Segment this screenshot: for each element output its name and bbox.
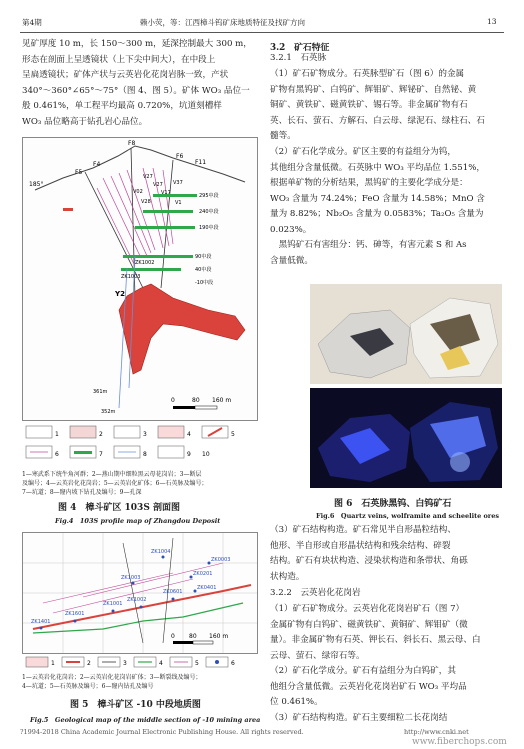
greisen-paragraph: [270, 602, 506, 726]
legend-number: 1: [55, 431, 59, 438]
legend-symbols: [22, 424, 256, 464]
figure-4-caption: 图 4 樟斗矿区 103S 剖面图: [58, 503, 180, 513]
legend-number: 3: [123, 660, 127, 667]
text-line: （1）矿石矿物成分。云英岩化花岗岩矿石（图 7）: [270, 604, 465, 614]
text-line: 铜矿、黄铁矿、磁黄铁矿、锡石等。非金属矿物有石: [270, 100, 468, 110]
text-line: 量为 8.82%；Nb₂O₅ 含量为 0.0583%；Ta₂O₅ 含量为: [270, 209, 484, 219]
header-rule: [20, 32, 504, 33]
map-label: ZK0201: [193, 571, 213, 577]
map-label: ZK1003: [121, 575, 141, 581]
plan-diagram: [23, 533, 257, 653]
map-label: 352m: [101, 409, 116, 415]
map-label: ZK1401: [31, 619, 51, 625]
text-line: 量）。非金属矿物有石英、钾长石、斜长石、黑云母、白: [270, 635, 481, 645]
text-line: 含量低微。: [270, 255, 313, 266]
map-label: ZK1003: [121, 274, 141, 280]
section-diagram: [23, 138, 257, 420]
map-label: ZK1002: [127, 597, 147, 603]
map-label: 190中段: [199, 225, 219, 231]
text-line: （3）矿石结构构造。矿石常见半自形晶粒结构、: [270, 525, 456, 535]
running-title: 赖小荧，等：江西樟斗钨矿床地质特征及找矿方向: [140, 18, 305, 27]
text-line: （1）矿石矿物成分。石英脉型矿石（图 6）的金属: [270, 69, 465, 79]
text-line: （3）矿石结构构造。矿石主要细粒二长花岗结: [270, 712, 448, 723]
scale-label: 80: [192, 397, 200, 404]
map-label: V1: [175, 200, 182, 206]
map-label: 90中段: [195, 254, 212, 260]
text-line: 见矿厚度 10 m，长 150～300 m，延深控制最大 300 m，: [22, 39, 252, 49]
cnki-link[interactable]: http://www.cnki.net: [404, 728, 469, 736]
text-line: 黑钨矿石有害组分：钙、砷等，有害元素 S 和 As: [270, 240, 467, 250]
figure-5-caption-en: Fig.5 Geological map of the middle section of -10 mining area: [30, 716, 261, 724]
legend-number: 10: [202, 451, 210, 458]
legend-number: 4: [187, 431, 191, 438]
map-label: V37: [173, 180, 183, 186]
figure-6-caption: 图 6 石英脉黑钨、白钨矿石: [334, 499, 452, 509]
text-line: 云母、萤石、绿帘石等。: [270, 650, 365, 661]
text-line: 英、长石、萤石、方解石、白云母、绿泥石、绿柱石、石: [270, 115, 485, 126]
map-label: V28: [141, 199, 151, 205]
section-heading-3-2: 3.2 矿石特征: [270, 43, 330, 53]
text-line: 髓等。: [270, 131, 296, 141]
legend-number: 1: [51, 660, 55, 667]
scale-label: 0: [171, 397, 175, 404]
map-label: 40中段: [195, 267, 212, 273]
map-label: F11: [195, 159, 207, 166]
figure-5-legend-text: [22, 673, 258, 691]
text-line: 位 0.461%。: [270, 697, 323, 707]
text-line: 340°～360°∠65°～75°（图 4、图 5）。矿体 WO₃ 品位一: [22, 85, 250, 96]
legend-line: 7—坑道；8—窿内坡下钻孔及编号；9—孔深: [22, 489, 142, 496]
text-line: 他形、半自形或自形晶状结构和残余结构、碎裂: [270, 540, 451, 551]
legend-number: 6: [55, 451, 59, 458]
ore-sample-uv-image: [310, 388, 502, 488]
issue-number: 第4期: [22, 18, 42, 27]
text-line: 状构造。: [270, 571, 305, 582]
figure-4-caption-en: Fig.4 103S profile map of Zhangdou Deposit: [55, 517, 221, 525]
ore-mineral-paragraph: [270, 67, 506, 145]
text-line: WO₃ 品位略高于钻孔岩心品位。: [22, 116, 148, 127]
map-label: ZK1002: [135, 260, 155, 266]
ore-texture-paragraph: [270, 523, 506, 585]
map-label: V27: [153, 182, 163, 188]
figure-4-section-map: [22, 137, 258, 421]
map-label: 361m: [93, 389, 108, 395]
left-paragraph: [22, 37, 258, 130]
text-line: （2）矿石化学成分。矿区主要的有益组分为钨，: [270, 147, 456, 157]
copyright-footer: ?1994-2018 China Academic Journal Electronic Publishing House. All rights reserved.: [20, 728, 304, 736]
map-label: Y2: [115, 290, 125, 298]
subsection-3-2-2: 3.2.2 云英岩化花岗岩: [270, 588, 361, 598]
map-label: F5: [75, 169, 83, 176]
figure-4-legend-text: [22, 470, 258, 497]
subsection-3-2-1: 3.2.1 石英脉: [270, 53, 327, 63]
map-label: ZK1004: [151, 549, 171, 555]
map-label: V27: [143, 174, 153, 180]
scale-label: 160 m: [212, 397, 232, 404]
map-label: 295中段: [199, 193, 219, 199]
map-label: 185°: [29, 181, 44, 188]
ore-photo-daylight: [310, 284, 502, 384]
legend-number: 6: [231, 660, 235, 667]
text-line: 其他组分含量低微。石英脉中 WO₃ 平均品位 1.551%，: [270, 162, 485, 173]
text-line: 形态在剖面上呈透镜状（上下尖中间大），在中段上: [22, 54, 216, 65]
legend-number: 7: [99, 451, 103, 458]
legend-number: 9: [187, 451, 191, 458]
map-label: ZK0401: [197, 585, 217, 591]
map-label: 240中段: [199, 209, 219, 215]
chemical-composition-paragraph: [270, 145, 506, 269]
map-label: F4: [93, 161, 101, 168]
text-line: 金属矿物有白钨矿、磁黄铁矿、黄铜矿、辉钼矿（微: [270, 619, 468, 630]
text-line: WO₃ 含量为 74.24%；FeO 含量为 14.58%；MnO 含: [270, 193, 485, 204]
figure-6-caption-en: Fig.6 Quartz veins, wolframite and scheelite ores: [316, 512, 500, 520]
ore-sample-image: [310, 284, 502, 384]
page-number: 13: [487, 17, 497, 26]
legend-line: 4—坑道；5—石英脉及编号；6—窿内钻孔及编号: [22, 683, 154, 690]
legend-number: 2: [87, 660, 91, 667]
legend-symbols: [22, 655, 256, 671]
legend-number: 5: [231, 431, 235, 438]
scale-label: 0: [171, 633, 175, 640]
map-label: -10中段: [195, 280, 214, 286]
text-line: 呈扁透镜状；矿体产状与云英岩化花岗岩脉一致，产状: [22, 70, 229, 80]
legend-number: 2: [99, 431, 103, 438]
figure-4-legend: [22, 424, 256, 464]
legend-number: 3: [143, 431, 147, 438]
legend-line: 及编号；4—云英岩化花岗岩；5—云英岩化矿体；6—石英脉及编号；: [22, 480, 208, 487]
text-line: 0.023%。: [270, 224, 312, 235]
legend-number: 4: [159, 660, 163, 667]
map-label: ZK0601: [163, 589, 183, 595]
text-line: 他组分含量低微。云英岩化花岗岩矿石 WO₃ 平均品: [270, 681, 467, 692]
map-label: F8: [128, 140, 136, 147]
legend-line: 1—云英岩化花岗岩；2—云英岩化花岗岩矿体；3—断裂线及编号；: [22, 674, 202, 681]
map-label: ZK1001: [103, 601, 123, 607]
map-label: ZK1601: [65, 611, 85, 617]
text-line: 矿物有黑钨矿、白钨矿、辉钼矿、辉铋矿、自然铋、黄: [270, 84, 477, 95]
map-label: V02: [133, 189, 143, 195]
figure-5-caption: 图 5 樟斗矿区 -10 中段地质图: [70, 700, 201, 710]
watermark: www.fiberchops.com: [412, 737, 507, 747]
legend-number: 5: [195, 660, 199, 667]
map-label: ZK0003: [211, 557, 231, 563]
text-line: 般 0.461%，单工程平均最高 0.720%，坑道刻槽样: [22, 101, 222, 111]
figure-5-legend: [22, 655, 256, 671]
map-label: V17: [161, 190, 171, 196]
figure-5-plan-map: [22, 532, 258, 654]
text-line: （2）矿石化学成分。矿石有益组分为白钨矿，其: [270, 666, 456, 676]
legend-number: 8: [143, 451, 147, 458]
text-line: 根据单矿物的分析结果，黑钨矿的主要化学成分是：: [270, 178, 468, 188]
ore-photo-uv: [310, 388, 502, 488]
legend-line: 1—寒武系下统牛角河群；2—燕山期中细粒黑云母花岗岩；3—断层: [22, 471, 202, 478]
scale-label: 160 m: [209, 633, 229, 640]
scale-label: 80: [189, 633, 197, 640]
map-label: F6: [176, 153, 184, 160]
text-line: 结构。矿石有块状构造、浸染状构造和条带状、角砾: [270, 556, 468, 566]
